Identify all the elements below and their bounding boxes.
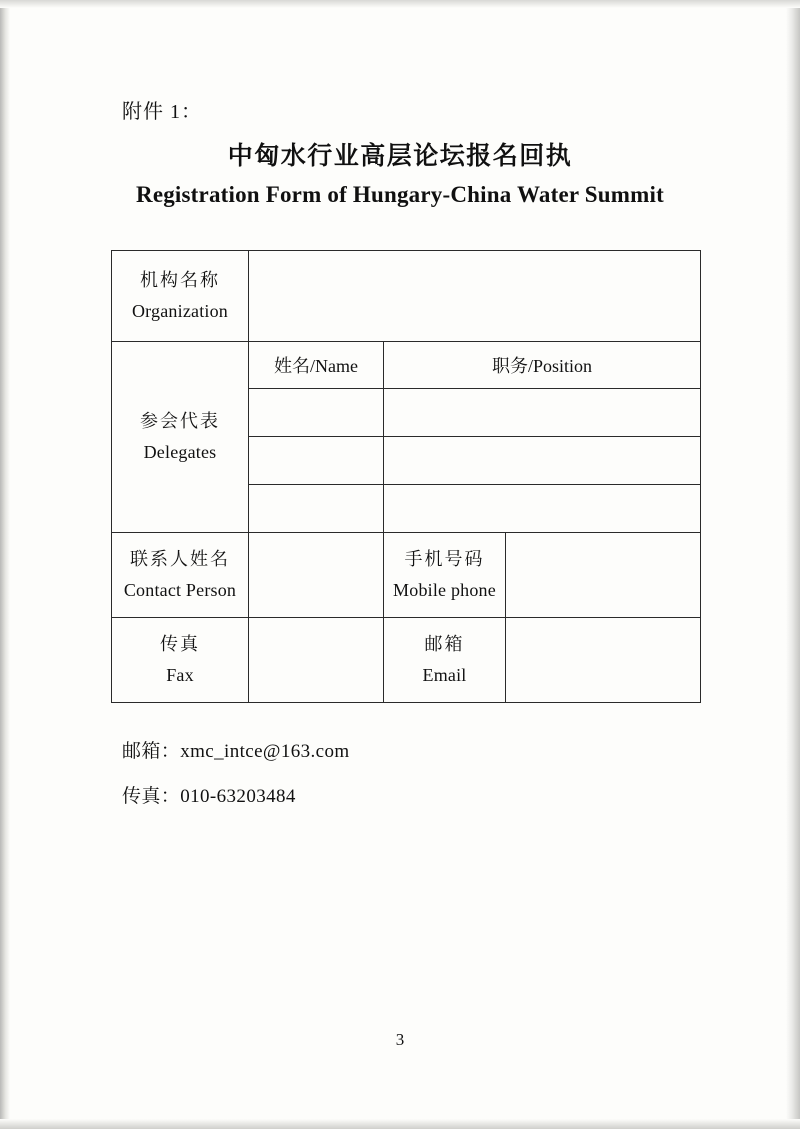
label-mobile-phone-cn: 手机号码: [404, 548, 485, 569]
label-organization-en: Organization: [131, 301, 229, 321]
field-mobile-phone-value[interactable]: [506, 533, 701, 618]
label-organization-cn: 机构名称: [140, 269, 220, 290]
field-contact-person-value[interactable]: [249, 533, 384, 618]
column-header-position: 职务/Position: [384, 342, 701, 389]
footer-note-email: 邮箱：xmc_intce@163.com: [122, 741, 350, 762]
registration-table: [111, 250, 701, 703]
label-delegates-cn: 参会代表: [140, 410, 220, 431]
field-delegate-2-position[interactable]: [384, 437, 701, 485]
field-delegate-2-name[interactable]: [249, 437, 384, 485]
table-row-contact: [112, 533, 701, 618]
scan-edge-top: [0, 0, 800, 8]
field-organization-value[interactable]: [249, 251, 701, 342]
field-delegate-3-name[interactable]: [249, 485, 384, 533]
field-delegate-1-position[interactable]: [384, 389, 701, 437]
column-header-name: 姓名/Name: [249, 342, 384, 389]
label-email: [384, 618, 506, 703]
label-contact-person-en: Contact Person: [123, 580, 237, 600]
document-title-cn: 中匈水行业高层论坛报名回执: [227, 143, 573, 170]
footer-note-fax: 传真：010-63203484: [122, 786, 296, 807]
label-delegates: [112, 342, 249, 533]
field-email-value[interactable]: [506, 618, 701, 703]
attachment-label: 附件 1：: [122, 101, 202, 123]
label-organization: [112, 251, 249, 342]
document-title-en: Registration Form of Hungary-China Water Summit: [136, 182, 664, 207]
field-delegate-3-position[interactable]: [384, 485, 701, 533]
label-contact-person-cn: 联系人姓名: [130, 548, 230, 569]
label-delegates-en: Delegates: [143, 442, 217, 462]
label-email-en: Email: [422, 665, 467, 685]
scan-edge-bottom: [0, 1119, 800, 1129]
field-fax-value[interactable]: [249, 618, 384, 703]
label-fax-en: Fax: [166, 665, 194, 685]
page-number: 3: [395, 1030, 405, 1049]
label-fax: [112, 618, 249, 703]
label-mobile-phone: [384, 533, 506, 618]
table-row-delegates-header: [112, 342, 701, 389]
label-email-cn: 邮箱: [424, 633, 465, 654]
label-fax-cn: 传真: [160, 633, 200, 654]
field-delegate-1-name[interactable]: [249, 389, 384, 437]
table-row-fax-email: [112, 618, 701, 703]
label-contact-person: [112, 533, 249, 618]
label-mobile-phone-en: Mobile phone: [393, 580, 496, 600]
table-row-organization: [112, 251, 701, 342]
